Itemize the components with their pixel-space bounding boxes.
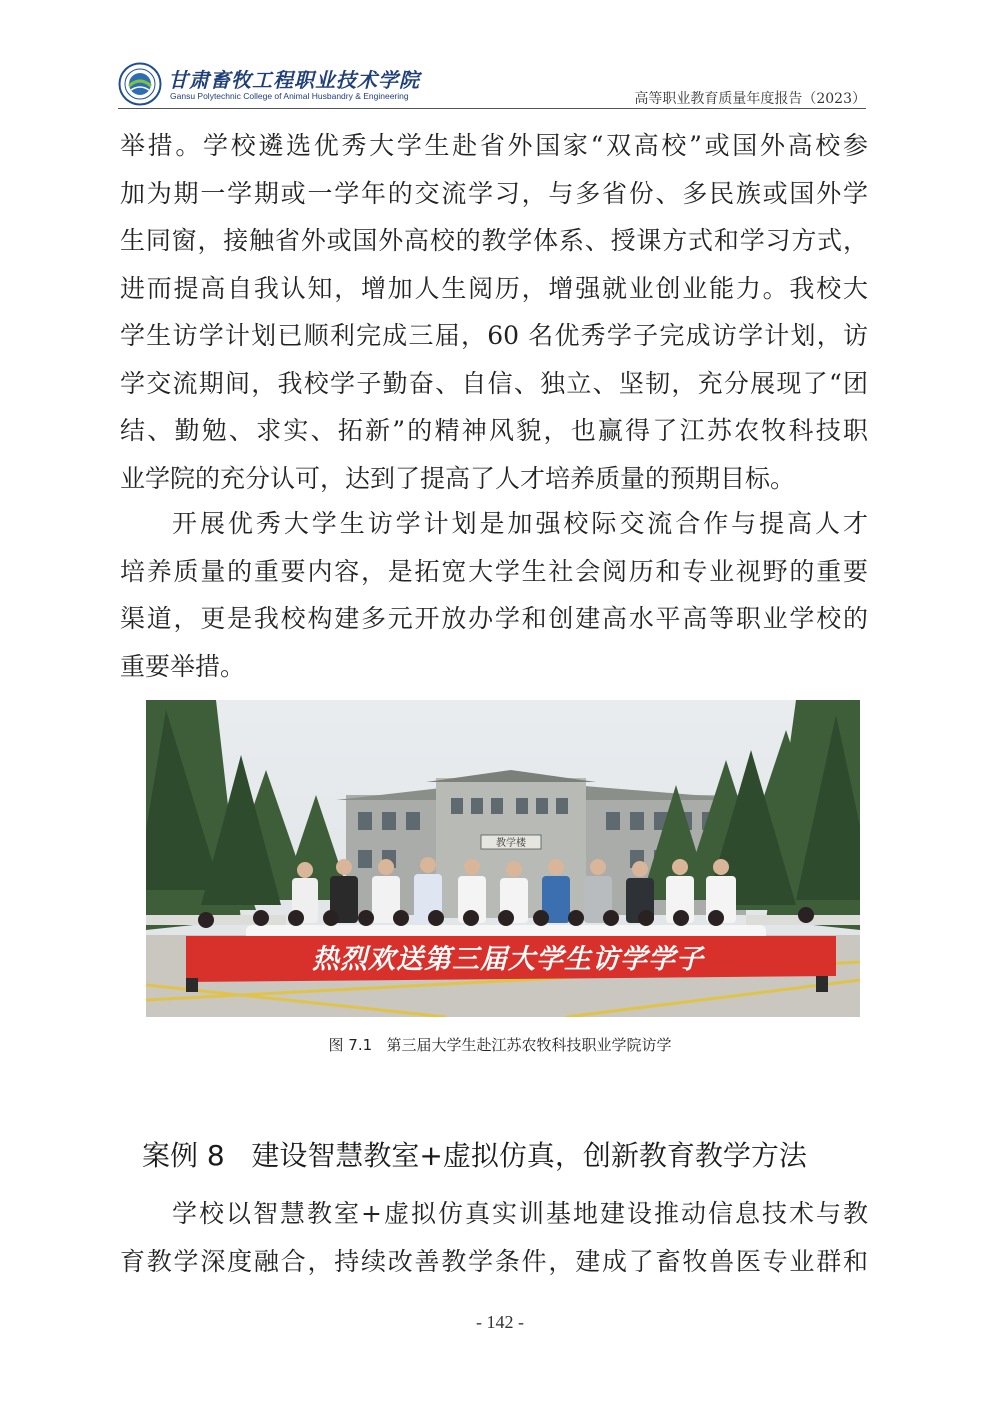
page-header	[118, 60, 866, 110]
header-divider	[118, 108, 866, 109]
figure-caption: 图 7.1 第三届大学生赴江苏农牧科技职业学院访学	[328, 1036, 672, 1054]
paragraph-3-line: 育教学深度融合，持续改善教学条件，建成了畜牧兽医专业群和	[120, 1246, 868, 1276]
paragraph-2	[120, 500, 868, 690]
report-title: 高等职业教育质量年度报告（2023）	[634, 91, 866, 107]
paragraph-1-line: 学生访学计划已顺利完成三届，60 名优秀学子完成访学计划，访	[120, 321, 868, 350]
case-heading: 案例 8 建设智慧教室+虚拟仿真，创新教育教学方法	[142, 1139, 807, 1172]
paragraph-2-line: 开展优秀大学生访学计划是加强校际交流合作与提高人才	[172, 509, 868, 538]
paragraph-2-line: 重要举措。	[120, 651, 246, 681]
paragraph-3	[120, 1190, 868, 1285]
college-name-en: Gansu Polytechnic College of Animal Husbandry & Engineering	[170, 91, 409, 101]
college-name-cn: 甘肃畜牧工程职业技术学院	[168, 68, 420, 92]
paragraph-1-line: 生同窗，接触省外或国外高校的教学体系、授课方式和学习方式，	[120, 226, 868, 255]
paragraph-1-line: 学交流期间，我校学子勤奋、自信、独立、坚韧，充分展现了“团	[120, 368, 868, 398]
paragraph-1-line: 结、勤勉、求实、拓新”的精神风貌，也赢得了江苏农牧科技职	[120, 416, 868, 445]
paragraph-3-line: 学校以智慧教室+虚拟仿真实训基地建设推动信息技术与教	[172, 1199, 868, 1228]
paragraph-1-line: 进而提高自我认知，增加人生阅历，增强就业创业能力。我校大	[120, 273, 868, 303]
paragraph-1-line: 举措。学校遴选优秀大学生赴省外国家“双高校”或国外高校参	[120, 131, 868, 160]
page-number: - 142 -	[476, 1312, 524, 1332]
paragraph-1-line: 业学院的充分认可，达到了提高了人才培养质量的预期目标。	[120, 463, 796, 493]
paragraph-2-line: 培养质量的重要内容，是拓宽大学生社会阅历和专业视野的重要	[120, 556, 868, 586]
group-photo-illustration	[146, 700, 860, 1017]
group-photo	[146, 700, 860, 1017]
paragraph-1-line: 加为期一学期或一学年的交流学习，与多省份、多民族或国外学	[120, 178, 868, 208]
paragraph-2-line: 渠道，更是我校构建多元开放办学和创建高水平高等职业学校的	[120, 604, 868, 633]
paragraph-1	[120, 122, 868, 502]
college-seal-icon	[118, 62, 162, 106]
farewell-banner-text: 热烈欢送第三届大学生访学学子	[312, 944, 704, 975]
building-sign: 教学楼	[496, 838, 526, 849]
